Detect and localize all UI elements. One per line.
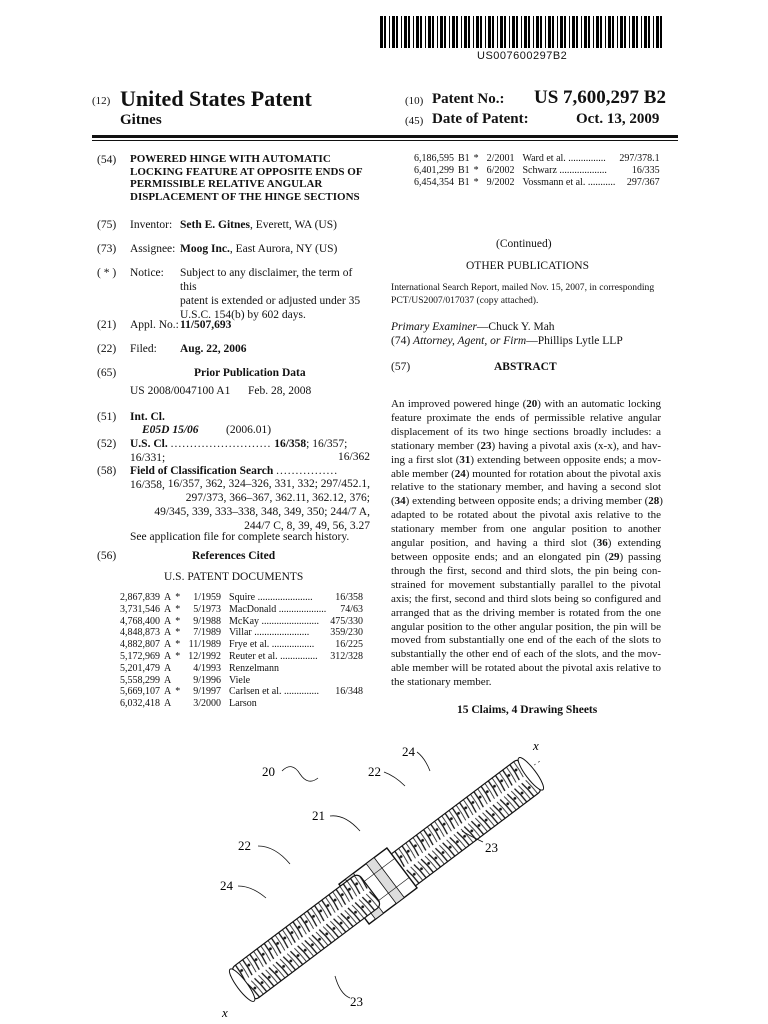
appl-code: (21): [97, 319, 117, 331]
ref-date: 2/2001: [486, 153, 515, 164]
assignee-value: [180, 242, 337, 256]
abstract-line: able member will be rotated about the pivotal axis relative to: [391, 662, 661, 675]
barcode: [380, 16, 662, 48]
figure-label: 20: [262, 764, 275, 779]
ref-date: 1/1959: [193, 592, 222, 603]
leader-line: [417, 752, 430, 771]
figure-label: 22: [368, 764, 381, 779]
dot-leader: ..........................: [170, 438, 272, 450]
uscl-rest: ; 16/357; 16/331;: [130, 438, 348, 464]
reference-row: [118, 675, 365, 687]
ref-kind: A: [164, 686, 172, 698]
leader-line: [384, 772, 405, 786]
ref-name: Schwarz ...................: [522, 164, 607, 176]
ref-star: [173, 675, 182, 687]
kind-code: (12): [92, 95, 111, 107]
ref-kind: A: [164, 650, 172, 662]
abstract-line: (34) extending between opposite ends; a driving member (28): [391, 495, 663, 508]
ref-star: [173, 698, 182, 710]
abstract-body: [391, 398, 661, 690]
ref-name: Squire ......................: [229, 592, 313, 603]
ref-name: McKay .......................: [229, 615, 320, 627]
ref-kind: B1: [458, 176, 470, 188]
patent-no-label: Patent No.:: [432, 91, 505, 107]
ref-number: 2,867,839: [120, 592, 160, 603]
reference-row: [118, 663, 365, 675]
ref-name: Carlsen et al. ..............: [229, 686, 319, 698]
figure-label: x: [222, 1005, 228, 1020]
ref-number: 6,032,418: [120, 698, 160, 710]
ref-name: Viele: [229, 674, 251, 686]
ref-class: 359/230: [330, 627, 364, 639]
inventor-location: , Everett, WA (US): [249, 219, 337, 231]
figure-label: 24: [220, 878, 233, 893]
attorney-name: —Phillips Lytle LLP: [526, 335, 623, 347]
ref-class: 312/328: [330, 650, 364, 662]
fcs-line: 244/7 C, 8, 39, 49, 56, 3.27: [244, 520, 370, 532]
leader-line: [238, 886, 266, 898]
ref-class: 16/335: [631, 164, 660, 176]
attorney: [391, 334, 623, 348]
uscl-label: U.S. Cl.: [130, 438, 168, 450]
other-pubs-line: International Search Report, mailed Nov. 15, 2007, in corresponding: [391, 282, 655, 293]
ref-class: 475/330: [330, 615, 364, 627]
ref-class: [328, 675, 365, 687]
reference-row: [412, 165, 662, 177]
ref-name: Renzelmann: [229, 662, 279, 674]
ref-number: 5,172,969: [120, 650, 160, 662]
ref-date: 11/1989: [188, 639, 222, 651]
intcl-label: Int. Cl.: [130, 411, 165, 423]
ref-class: [328, 698, 365, 710]
reference-row: [118, 639, 365, 651]
ref-kind: A: [164, 639, 172, 651]
reference-row: [412, 153, 662, 165]
inventor-label: Inventor:: [130, 219, 173, 231]
inventor-value: [180, 218, 337, 232]
title-line: LOCKING FEATURE AT OPPOSITE ENDS OF: [130, 165, 363, 178]
ref-date: 6/2002: [486, 164, 515, 176]
ref-name: Frye et al. .................: [229, 639, 315, 651]
abstract-line: substantially the other end of each of the slots, and the mov-: [391, 648, 661, 661]
abstract-line: displacement of its two hinge sections broadly includes: a: [391, 425, 661, 438]
abstract-line: angular position to the other angular position, the pin will be: [391, 620, 661, 633]
ref-date: 12/1992: [188, 650, 222, 662]
claims-sheets: 15 Claims, 4 Drawing Sheets: [457, 704, 598, 716]
leader-line: [330, 816, 360, 831]
uspat-title: U.S. PATENT DOCUMENTS: [164, 571, 304, 583]
abstract-line: arranged that as the driving member is rotated from the one: [391, 606, 661, 619]
ref-kind: B1: [458, 164, 470, 176]
other-pubs-title: OTHER PUBLICATIONS: [466, 260, 589, 272]
ref-number: 6,186,595: [414, 153, 454, 164]
assignee-location: , East Aurora, NY (US): [229, 243, 338, 255]
title-code: (54): [97, 154, 117, 166]
title-line: PERMISSIBLE RELATIVE ANGULAR: [130, 178, 323, 190]
prior-title: Prior Publication Data: [194, 367, 306, 379]
date-label: Date of Patent:: [432, 111, 529, 127]
figure-label: 23: [485, 840, 498, 855]
reference-row: [118, 627, 365, 639]
ref-star: *: [175, 686, 181, 698]
ref-kind: A: [164, 615, 172, 627]
us-references-continued-table: [412, 153, 662, 188]
reference-row: [118, 698, 365, 710]
ref-class: 74/63: [340, 603, 364, 615]
ref-kind: A: [164, 698, 172, 710]
primary-examiner: [391, 320, 555, 334]
uscl-line2: 16/362: [338, 451, 370, 463]
ref-number: 5,669,107: [120, 686, 160, 698]
refs-code: (56): [97, 550, 117, 562]
ref-kind: A: [164, 603, 172, 615]
country-title: United States Patent: [120, 86, 312, 111]
fcs-first: 16/358,: [130, 479, 165, 491]
ref-number: 5,558,299: [120, 674, 160, 686]
figure-label: 23: [350, 994, 363, 1009]
patent-title: [130, 153, 380, 203]
reference-row: [118, 604, 365, 616]
prior-number: US 2008/0047100 A1: [130, 385, 231, 397]
ref-star: *: [175, 592, 181, 603]
ref-date: 7/1989: [193, 627, 222, 639]
examiner-label: Primary Examiner: [391, 321, 477, 333]
ref-number: 5,201,479: [120, 662, 160, 674]
abstract-line: between opposite ends; and an elongated pin (29) passing: [391, 550, 661, 563]
ref-star: *: [473, 164, 479, 176]
reference-row: [118, 616, 365, 628]
fcs-label: Field of Classification Search: [130, 465, 274, 477]
ref-kind: A: [164, 627, 172, 639]
abstract-line: axis; the first, second and third slots being so configured and: [391, 592, 661, 605]
ref-date: 3/2000: [193, 698, 222, 710]
ref-number: 6,454,354: [414, 176, 454, 188]
fcs-line: 297/373, 366–367, 362.11, 362.12, 376;: [185, 492, 370, 504]
inventor-surname: Gitnes: [120, 112, 162, 128]
notice-line: Subject to any disclaimer, the term of this: [180, 267, 353, 293]
assignee-name: Moog Inc.: [180, 243, 230, 255]
publication-number: US007600297B2: [477, 50, 568, 62]
ref-date: 4/1993: [193, 662, 222, 674]
ref-kind: A: [164, 662, 172, 674]
abstract-line: An improved powered hinge (20) with an automatic locking: [391, 398, 661, 410]
ref-class: 16/348: [335, 686, 364, 698]
ref-star: *: [175, 615, 181, 627]
abstract-line: strained for movement substantially parallel to the pivotal: [391, 578, 661, 591]
ref-name: MacDonald ...................: [229, 603, 327, 615]
attorney-label: Attorney, Agent, or Firm: [413, 335, 527, 347]
ref-date: 9/2002: [486, 176, 515, 188]
patent-no-value: US 7,600,297 B2: [534, 87, 666, 108]
abstract-line: able member (24) mounted for rotation about the pivotal axis: [391, 467, 661, 480]
notice-text: [180, 266, 370, 322]
filed-label: Filed:: [130, 343, 157, 355]
ref-kind: A: [164, 674, 172, 686]
appl-value: 11/507,693: [180, 319, 232, 331]
reference-row: [118, 686, 365, 698]
ref-date: 9/1997: [193, 686, 222, 698]
ref-date: 5/1973: [193, 603, 222, 615]
leader-line: [258, 846, 290, 864]
figure-label: 21: [312, 808, 325, 823]
abstract-line: adapted to be rotated about the pivotal axis relative to the: [391, 509, 661, 522]
ref-number: 3,731,546: [120, 603, 160, 615]
figure-label: x: [533, 738, 539, 753]
figure-label: 22: [238, 838, 251, 853]
abstract-line: ing a first slot (31) extending between opposite ends; a mov-: [391, 453, 661, 466]
other-pubs-text: [391, 282, 671, 307]
ref-number: 4,882,807: [120, 639, 160, 651]
dot-leader: ................: [276, 465, 339, 477]
figure-label: 24: [402, 744, 415, 759]
header-rule-thin: [92, 140, 678, 141]
header-rule: [92, 135, 678, 138]
title-line: POWERED HINGE WITH AUTOMATIC: [130, 153, 331, 165]
lower-movable-member: [226, 873, 382, 1004]
uscl-main: 16/358: [274, 438, 307, 450]
inventor-code: (75): [97, 219, 117, 231]
abstract-line: moved from substantially one end of the each of the slots to: [391, 634, 661, 647]
prior-date: Feb. 28, 2008: [248, 385, 312, 397]
ref-class: 16/358: [335, 592, 364, 603]
notice-label: Notice:: [130, 267, 164, 279]
uscl-code: (52): [97, 438, 117, 450]
abstract-title: ABSTRACT: [494, 361, 557, 373]
continued-note: (Continued): [496, 238, 552, 250]
patent-no-code: (10): [405, 95, 424, 107]
fcs-line: 49/345, 339, 333–338, 348, 349, 350; 244/7 A,: [154, 506, 370, 518]
ref-star: *: [473, 153, 479, 164]
abstract-line: stationary member from one angular position to another: [391, 523, 661, 536]
ref-name: Ward et al. ...............: [522, 153, 606, 164]
assignee-label: Assignee:: [130, 243, 176, 255]
ref-number: 6,401,299: [414, 164, 454, 176]
intcl-class: E05D 15/06: [142, 424, 199, 436]
abstract-line: angular position, and having a third slot (36) extending: [391, 537, 661, 550]
inventor-name: Seth E. Gitnes: [180, 219, 250, 231]
notice-line: patent is extended or adjusted under 35: [180, 295, 361, 307]
fcs-lines: [130, 477, 370, 533]
ref-name: Villar ......................: [229, 627, 310, 639]
ref-star: *: [175, 603, 181, 615]
refs-title: References Cited: [192, 550, 276, 562]
assignee-code: (73): [97, 243, 117, 255]
title-line: DISPLACEMENT OF THE HINGE SECTIONS: [130, 190, 360, 203]
abstract-line: feature proximate the ends of permissible relative angular: [391, 411, 661, 424]
ref-kind: B1: [458, 153, 470, 164]
reference-row: [118, 651, 365, 663]
abstract-line: relative to the stationary member, and having a second slot: [391, 481, 661, 494]
ref-star: *: [473, 176, 479, 188]
ref-date: 9/1996: [193, 674, 222, 686]
attorney-code: (74): [391, 335, 411, 347]
leader-line: [282, 767, 318, 782]
ref-star: *: [175, 627, 181, 639]
intcl-version: (2006.01): [226, 424, 272, 436]
examiner-name: —Chuck Y. Mah: [476, 321, 555, 333]
filed-value: Aug. 22, 2006: [180, 343, 247, 355]
ref-number: 4,848,873: [120, 627, 160, 639]
fcs-code: (58): [97, 465, 117, 477]
ref-kind: A: [164, 592, 172, 603]
reference-row: [118, 592, 365, 604]
date-code: (45): [405, 115, 424, 127]
ref-date: 9/1988: [193, 615, 222, 627]
ref-star: *: [175, 650, 181, 662]
fcs-note: See application file for complete search history.: [130, 531, 350, 543]
ref-name: Vossmann et al. ...........: [522, 176, 616, 188]
abstract-line: stationary member (23) having a pivotal axis (x-x), and hav-: [391, 439, 661, 452]
ref-class: 297/378.1: [619, 153, 660, 164]
intcl-code: (51): [97, 411, 117, 423]
filed-code: (22): [97, 343, 117, 355]
ref-name: Larson: [229, 698, 257, 710]
ref-class: 297/367: [626, 176, 660, 188]
ref-class: 16/225: [335, 639, 364, 651]
ref-number: 4,768,400: [120, 615, 160, 627]
abstract-line: the stationary member.: [391, 676, 492, 689]
abstract-code: (57): [391, 361, 411, 373]
ref-star: [173, 663, 182, 675]
fcs-line: 16/357, 362, 324–326, 331, 332; 297/452.1,: [167, 478, 370, 490]
leader-line: [335, 976, 350, 998]
other-pubs-line: PCT/US2007/017037 (copy attached).: [391, 294, 539, 306]
notice-line: U.S.C. 154(b) by 602 days.: [180, 309, 306, 321]
appl-label: Appl. No.:: [130, 319, 179, 331]
abstract-line: through the first, second and third slots, the pin being con-: [391, 564, 661, 577]
hinge-drawing: [200, 736, 560, 1020]
ref-star: *: [175, 639, 181, 651]
prior-code: (65): [97, 367, 117, 379]
ref-class: [328, 663, 365, 675]
date-value: Oct. 13, 2009: [576, 111, 660, 127]
notice-code: ( * ): [97, 267, 117, 279]
ref-name: Reuter et al. ...............: [229, 650, 318, 662]
us-references-table: [118, 592, 365, 710]
reference-row: [412, 177, 662, 189]
